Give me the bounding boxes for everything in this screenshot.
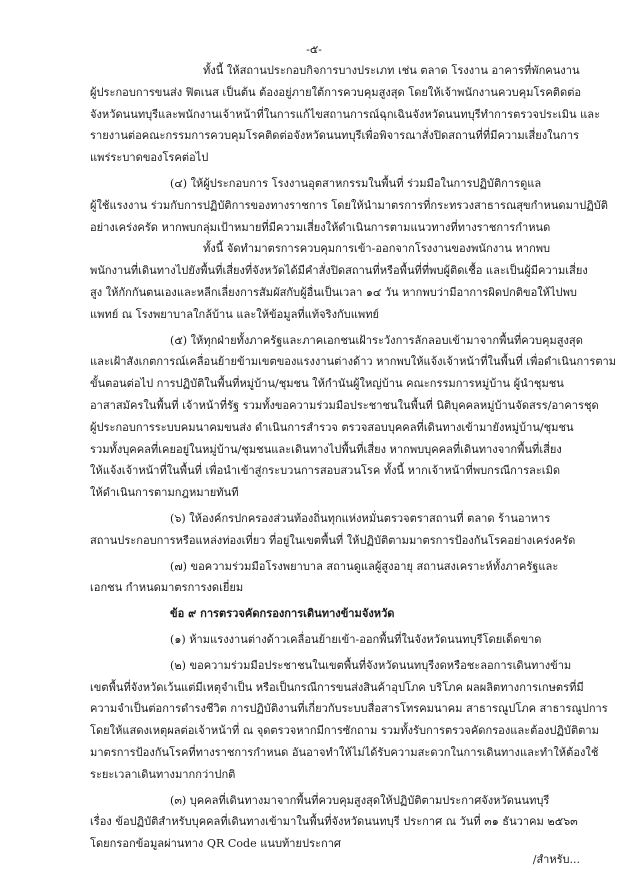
section-heading: ข้อ ๙ การตรวจคัดกรองการเดินทางข้ามจังหวัด <box>170 607 395 621</box>
text-line: จังหวัดนนทบุรีและพนักงานเจ้าหน้าที่ในการแก้ไขสถานการณ์ฉุกเฉินจังหวัดนนทบุรีทำการตรวจประเมิน และ <box>90 107 601 121</box>
text-line: และเฝ้าสังเกตการณ์เคลื่อนย้ายข้ามเขตของแรงงานต่างด้าว หากพบให้แจ้งเจ้าหน้าที่ในพื้นที่ เพื่อดำเนินการตาม <box>90 355 617 369</box>
text-line: เอกชน กำหนดมาตรการงดเยี่ยม <box>90 581 244 595</box>
text-line: อาสาสมัครในพื้นที่ เจ้าหน้าที่รัฐ รวมทั้งขอความร่วมมือประชาชนในพื้นที่ นิติบุคคลหมู่บ้านจัดสรร/อาคารชุด <box>90 399 599 412</box>
text-line: ให้แจ้งเจ้าหน้าที่ในพื้นที่ เพื่อนำเข้าสู่กระบวนการสอบสวนโรค ทั้งนี้ หากเจ้าหน้าที่พบกรณีการละเมิด <box>90 464 561 478</box>
text-line: แพร่ระบาดของโรคต่อไป <box>90 151 209 165</box>
text-line: โดยให้แสดงเหตุผลต่อเจ้าหน้าที่ ณ จุดตรวจหากมีการซักถาม รวมทั้งรับการตรวจคัดกรองและต้องปฏิบัติตาม <box>90 724 599 738</box>
text-line: รวมทั้งบุคคลที่เคยอยู่ในหมู่บ้าน/ชุมชนและเดินทางไปพื้นที่เสี่ยง หากพบบุคคลที่เดินทางจากพื้นที่เสี่ยง <box>90 442 562 456</box>
text-line: ผู้ประกอบการระบบคมนาคมขนส่ง ดำเนินการสำรวจ ตรวจสอบบุคคลที่เดินทางเข้ามายังหมู่บ้าน/ชุมชน <box>90 420 574 434</box>
text-line: (๒) ขอความร่วมมือประชาชนในเขตพื้นที่จังหวัดนนทบุรีงดหรือชะลอการเดินทางข้าม <box>170 658 572 672</box>
text-line: (๑) ห้ามแรงงานต่างด้าวเคลื่อนย้ายเข้า-ออกพื้นที่ในจังหวัดนนทบุรีโดยเด็ดขาด <box>170 633 542 646</box>
text-line: ขั้นตอนต่อไป การปฏิบัติในพื้นที่หมู่บ้าน/ชุมชน ให้กำนันผู้ใหญ่บ้าน คณะกรรมการหมู่บ้าน ผู้นำชุมชน <box>90 377 564 391</box>
text-line: ความจำเป็นต่อการดำรงชีวิต การปฏิบัติงานที่เกี่ยวกับระบบสื่อสารโทรคมนาคม สาธารณูปโภค สาธารณูปการ <box>90 702 608 716</box>
text-line: (๕) ให้ทุกฝ่ายทั้งภาครัฐและภาคเอกชนเฝ้าระวังการลักลอบเข้ามาจากพื้นที่ควบคุมสูงสุด <box>170 333 583 347</box>
page-number: -๕- <box>306 43 322 56</box>
text-line: ทั้งนี้ จัดทำมาตรการควบคุมการเข้า-ออกจากโรงงานของพนักงาน หากพบ <box>203 242 551 256</box>
text-line: เรื่อง ข้อปฏิบัติสำหรับบุคคลที่เดินทางเข้ามาในพื้นที่จังหวัดนนทบุรี ประกาศ ณ วันที่ ๓๑ ธันวาคม ๒๕๖๓ <box>90 815 578 829</box>
text-line: สูง ให้กักกันตนเองและหลีกเลี่ยงการสัมผัสกับผู้อื่นเป็นเวลา ๑๔ วัน หากพบว่ามีอาการผิดปกติขอให้ไปพบ <box>90 286 577 299</box>
text-line: พนักงานที่เดินทางไปยังพื้นที่เสี่ยงที่จังหวัดได้มีคำสั่งปิดสถานที่หรือพื้นที่ที่พบผู้ติดเชื้อ และเป็นผู้มีความเสี่ยง <box>90 264 588 278</box>
text-line: โดยกรอกข้อมูลผ่านทาง QR Code แนบท้ายประกาศ <box>90 837 341 851</box>
text-line: (๖) ให้องค์กรปกครองส่วนท้องถิ่นทุกแห่งหมั่นตรวจตราสถานที่ ตลาด ร้านอาหาร <box>170 512 551 525</box>
text-line: อย่างเคร่งครัด หากพบกลุ่มเป้าหมายที่มีความเสี่ยงให้ดำเนินการตามแนวทางที่ทางราชการกำหนด <box>90 220 551 234</box>
text-line: สถานประกอบการหรือแหล่งท่องเที่ยว ที่อยู่ในเขตพื้นที่ ให้ปฏิบัติตามมาตรการป้องกันโรคอย่างเคร่งครัด <box>90 533 576 547</box>
text-line: (๓) บุคคลที่เดินทางมาจากพื้นที่ควบคุมสูงสุดให้ปฏิบัติตามประกาศจังหวัดนนทบุรี <box>170 793 550 807</box>
text-line: เขตพื้นที่จังหวัดเว้นแต่มีเหตุจำเป็น หรือเป็นกรณีการขนส่งสินค้าอุปโภค บริโภค ผลผลิตทางการเกษตรที่มี <box>90 680 584 694</box>
text-line: ระยะเวลาเดินทางมากกว่าปกติ <box>90 767 236 781</box>
text-line: มาตรการป้องกันโรคที่ทางราชการกำหนด อันอาจทำให้ไม่ได้รับความสะดวกในการเดินทางและทำให้ต้องใช้ <box>90 746 599 759</box>
continuation-marker: /สำหรับ... <box>532 853 580 866</box>
text-line: แพทย์ ณ โรงพยาบาลใกล้บ้าน และให้ข้อมูลที่แท้จริงกับแพทย์ <box>90 307 380 321</box>
text-line: (๔) ให้ผู้ประกอบการ โรงงานอุตสาหกรรมในพื้นที่ ร่วมมือในการปฏิบัติการดูแล <box>170 177 542 190</box>
text-line: ให้ดำเนินการตามกฎหมายทันที <box>90 486 239 500</box>
text-line: ทั้งนี้ ให้สถานประกอบกิจการบางประเภท เช่น ตลาด โรงงาน อาคารที่พักคนงาน <box>203 64 580 77</box>
text-line: ผู้ใช้แรงงาน ร่วมกับการปฏิบัติการของทางราชการ โดยให้นำมาตรการที่กระทรวงสาธารณสุขกำหนดมาปฏิบัติ <box>90 198 608 212</box>
text-line: ผู้ประกอบการขนส่ง ฟิตเนส เป็นต้น ต้องอยู่ภายใต้การควบคุมสูงสุด โดยให้เจ้าพนักงานควบคุมโรคติดต่อ <box>90 85 582 99</box>
text-line: (๗) ขอความร่วมมือโรงพยาบาล สถานดูแลผู้สูงอายุ สถานสงเคราะห์ทั้งภาครัฐและ <box>170 559 559 573</box>
text-line: รายงานต่อคณะกรรมการควบคุมโรคติดต่อจังหวัดนนทบุรีเพื่อพิจารณาสั่งปิดสถานที่ที่มีความเสี่ยงในการ <box>90 129 580 143</box>
